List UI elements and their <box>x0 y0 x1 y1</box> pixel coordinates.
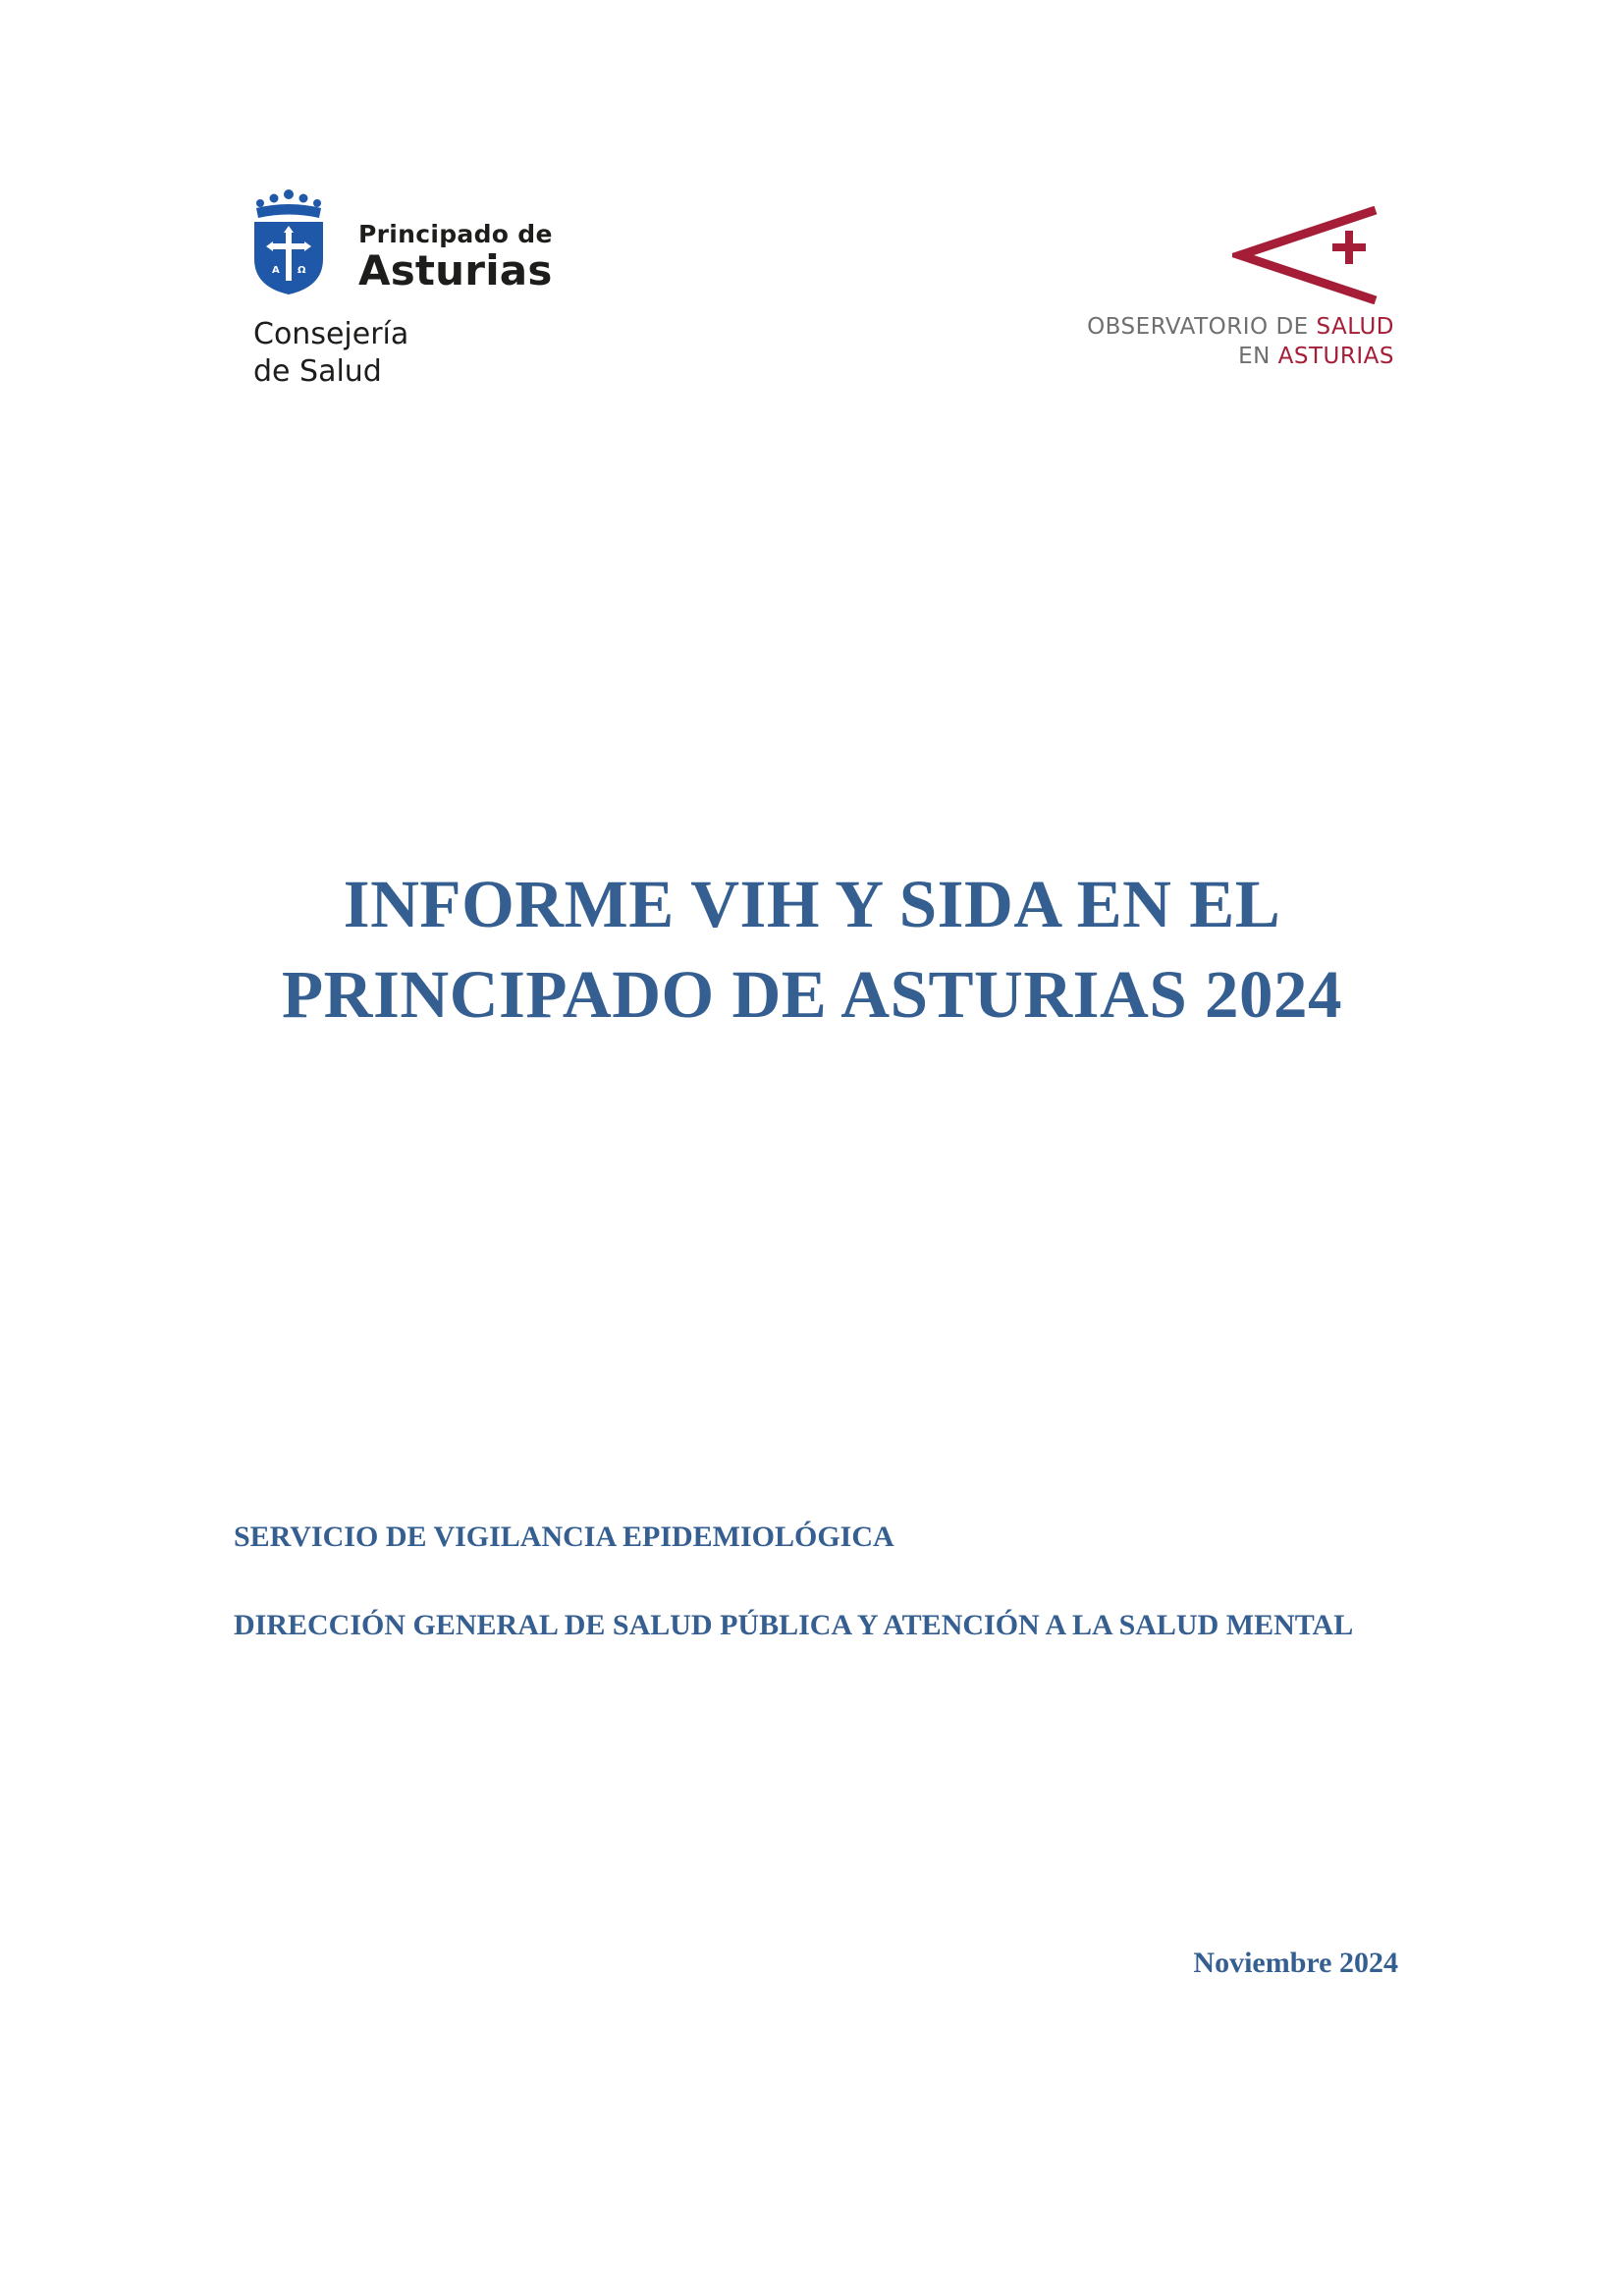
dept-line-2: de Salud <box>253 354 382 389</box>
brand-line-1: Principado de <box>358 220 553 248</box>
dept-line-1: Consejería <box>253 317 409 351</box>
title-line-2: PRINCIPADO DE ASTURIAS 2024 <box>282 957 1342 1032</box>
publication-date: Noviembre 2024 <box>1193 1947 1398 1979</box>
directorate-name: DIRECCIÓN GENERAL DE SALUD PÚBLICA Y ATENCIÓN A LA SALUD MENTAL <box>234 1609 1354 1641</box>
observatorio-line-2-red: ASTURIAS <box>1277 344 1394 369</box>
observatorio-logo <box>1080 206 1394 383</box>
observatorio-line-2-grey: EN <box>1238 344 1278 369</box>
observatorio-line-2 <box>1087 342 1394 371</box>
observatorio-chevron-cross-icon <box>1232 206 1380 304</box>
svg-text:Ω: Ω <box>298 265 306 276</box>
asturias-crest-icon <box>250 188 327 296</box>
service-name: SERVICIO DE VIGILANCIA EPIDEMIOLÓGICA <box>234 1521 894 1553</box>
title-line-1: INFORME VIH Y SIDA EN EL <box>343 867 1281 941</box>
brand-line-2: Asturias <box>358 246 553 294</box>
principado-asturias-logo <box>250 188 604 395</box>
svg-text:A: A <box>272 265 280 276</box>
consejeria-text <box>253 316 408 391</box>
document-title <box>0 859 1624 1040</box>
observatorio-line-1-red: SALUD <box>1316 314 1394 340</box>
principado-brand-text <box>358 222 553 292</box>
observatorio-line-1-grey: OBSERVATORIO DE <box>1087 314 1317 340</box>
observatorio-text <box>1087 312 1394 371</box>
observatorio-line-1 <box>1087 312 1394 342</box>
